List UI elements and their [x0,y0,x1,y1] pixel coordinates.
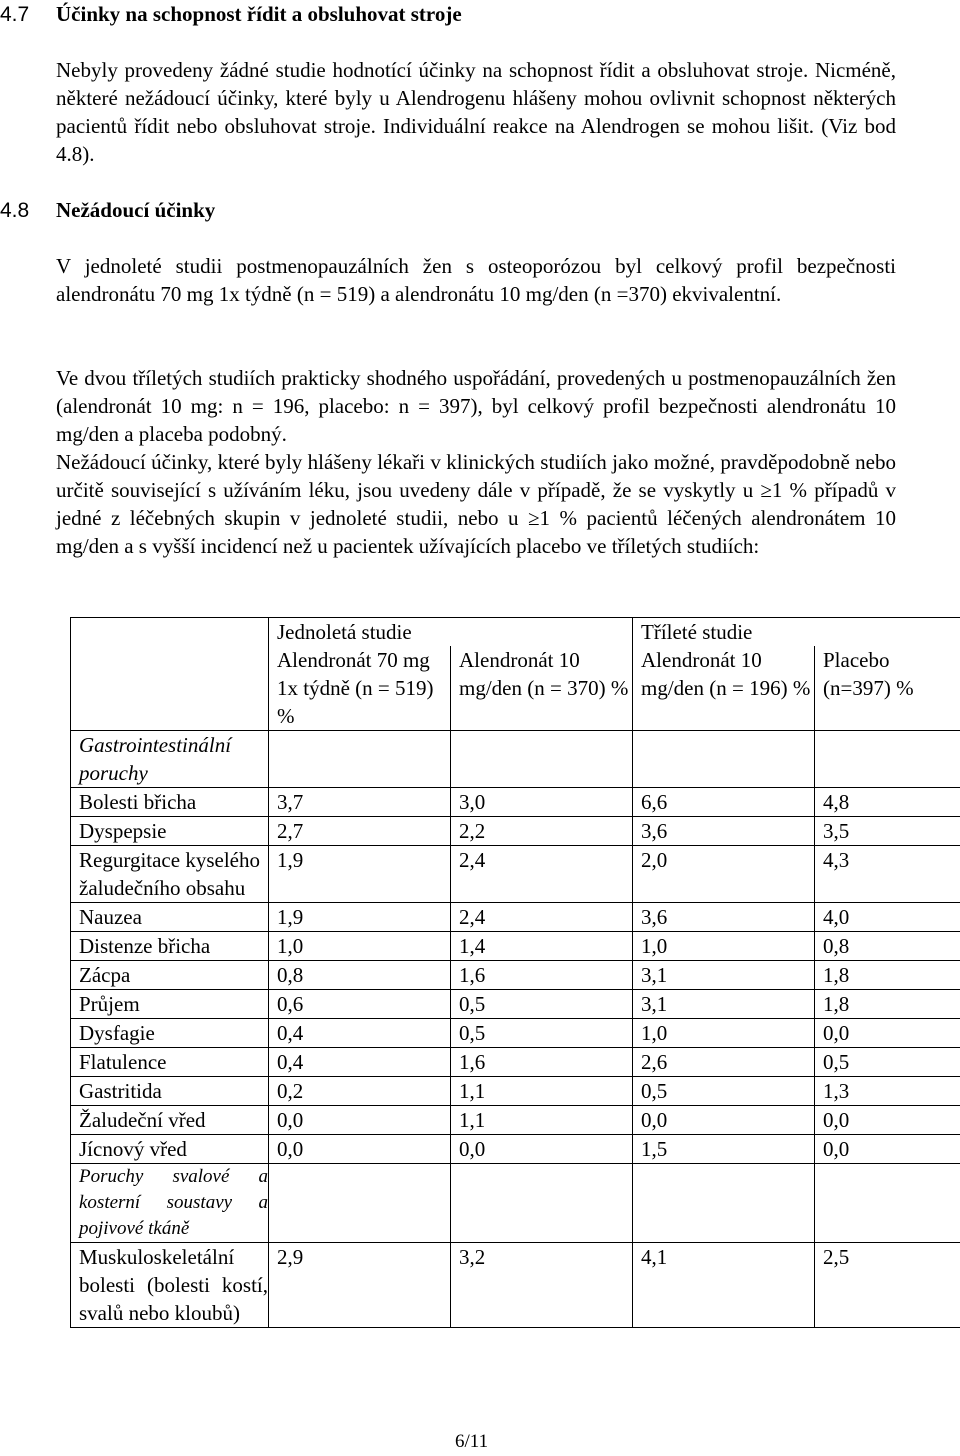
cell-value: 0,0 [815,1106,960,1135]
table-group-header-row [71,618,960,647]
table-row [71,1019,960,1048]
group-three-year: Tříleté studie [633,618,960,647]
cell-value: 1,1 [451,1106,633,1135]
cell-value: 1,8 [815,961,960,990]
cell-value: 3,6 [633,903,815,932]
cell-value: 0,6 [269,990,451,1019]
table-row [71,846,960,903]
table-row [71,1243,960,1328]
table-row [71,1106,960,1135]
row-label: Distenze břicha [71,932,269,961]
table-row [71,990,960,1019]
cell-value: 0,0 [815,1135,960,1164]
cell-value: 1,9 [269,903,451,932]
cell-value: 1,0 [633,1019,815,1048]
row-label: Nauzea [71,903,269,932]
table-row [71,817,960,846]
adverse-events-table [70,617,960,1328]
cell-value: 0,5 [633,1077,815,1106]
table-row [71,1077,960,1106]
column-header: Alendronát 70 mg 1x týdně (n = 519) % [269,646,451,731]
row-label: Průjem [71,990,269,1019]
cell-value: 0,5 [451,990,633,1019]
row-label: Flatulence [71,1048,269,1077]
row-label: Bolesti břicha [71,788,269,817]
section-number: 4.8 [0,197,56,225]
cell-value: 2,9 [269,1243,451,1328]
cell-value: 1,6 [451,961,633,990]
page-number: 6/11 [455,1428,488,1456]
cell-value: 0,0 [815,1019,960,1048]
cell-value: 3,1 [633,961,815,990]
cell-value: 3,7 [269,788,451,817]
cell-value: 0,8 [815,932,960,961]
section-number: 4.7 [0,1,56,29]
row-label: Zácpa [71,961,269,990]
cell-value: 0,8 [269,961,451,990]
table-row [71,961,960,990]
table-row [71,903,960,932]
cell-value: 3,6 [633,817,815,846]
section-4-8-heading [0,196,215,225]
table-row [71,1048,960,1077]
cell-value: 1,3 [815,1077,960,1106]
cell-value: 3,2 [451,1243,633,1328]
cell-value: 0,0 [269,1106,451,1135]
cell-value: 1,0 [633,932,815,961]
cell-value: 2,6 [633,1048,815,1077]
cell-value: 3,0 [451,788,633,817]
section-4-8-paragraph-1: V jednoleté studii postmenopauzálních žen s osteoporózou byl celkový profil bezpečnosti alendronátu 70 mg 1x týdně (n = 519) a alendronátu 10 mg/den (n =370) ekvivalentní. [56,252,896,308]
cell-value: 0,2 [269,1077,451,1106]
cell-value: 1,9 [269,846,451,903]
cell-value: 3,1 [633,990,815,1019]
cell-value: 2,7 [269,817,451,846]
row-label: Regurgitace kyselého žaludečního obsahu [71,846,269,903]
row-label: Muskuloskeletální bolesti (bolesti kostí, svalů nebo kloubů) [71,1243,269,1328]
column-header: Placebo (n=397) % [815,646,960,731]
cell-value: 0,4 [269,1019,451,1048]
section-4-7-text: Nebyly provedeny žádné studie hodnotící účinky na schopnost řídit a obsluhovat stroje. Nicméně, některé nežádoucí účinky, které byly u Alendrogenu hlášeny mohou ovlivnit schopnost některých pacientů řídit nebo obsluhovat stroje. Individuální reakce na Alendrogen se mohou lišit. (Viz bod 4.8). [56,56,896,168]
row-label: Žaludeční vřed [71,1106,269,1135]
cell-value: 2,0 [633,846,815,903]
table-row [71,788,960,817]
column-header: Alendronát 10 mg/den (n = 196) % [633,646,815,731]
row-label: Dyspepsie [71,817,269,846]
cell-value: 0,5 [451,1019,633,1048]
cell-value: 2,2 [451,817,633,846]
section-title: Účinky na schopnost řídit a obsluhovat stroje [56,2,462,26]
section-4-8-paragraph-3: Nežádoucí účinky, které byly hlášeny lékaři v klinických studiích jako možné, pravděpodobně nebo určitě související s užíváním léku, jsou uvedeny dále v případě, že se vyskytly u ≥1 % případů v jedné z léčebných skupin v jednoleté studii, nebo u ≥1 % pacientů léčených alendronátem 10 mg/den a s vyšší incidencí než u pacientek užívajících placebo ve tříletých studiích: [56,448,896,560]
cell-value: 1,4 [451,932,633,961]
cell-value: 0,0 [451,1135,633,1164]
group-one-year: Jednoletá studie [269,618,633,647]
section-title: Nežádoucí účinky [56,198,215,222]
cell-value: 4,1 [633,1243,815,1328]
gastrointestinal-rows [71,788,960,1164]
category-label: Gastrointestinální poruchy [71,731,269,788]
cell-value: 1,8 [815,990,960,1019]
cell-value: 2,5 [815,1243,960,1328]
section-4-7-heading [0,0,462,29]
cell-value: 6,6 [633,788,815,817]
cell-value: 1,1 [451,1077,633,1106]
cell-value: 1,6 [451,1048,633,1077]
cell-value: 4,0 [815,903,960,932]
table-column-header-row [71,646,960,731]
row-label: Jícnový vřed [71,1135,269,1164]
table-row [71,1135,960,1164]
column-header: Alendronát 10 mg/den (n = 370) % [451,646,633,731]
category-row [71,1164,960,1243]
category-row [71,731,960,788]
cell-value: 0,5 [815,1048,960,1077]
table-row [71,932,960,961]
cell-value: 2,4 [451,903,633,932]
cell-value: 1,0 [269,932,451,961]
cell-value: 4,8 [815,788,960,817]
cell-value: 0,0 [269,1135,451,1164]
category-label: Poruchy svalové a kosterní soustavy a pojivové tkáně [71,1164,269,1243]
row-label: Dysfagie [71,1019,269,1048]
cell-value: 3,5 [815,817,960,846]
cell-value: 0,0 [633,1106,815,1135]
row-label: Gastritida [71,1077,269,1106]
section-4-8-paragraph-2: Ve dvou tříletých studiích prakticky shodného uspořádání, provedených u postmenopauzálních žen (alendronát 10 mg: n = 196, placebo: n = 397), byl celkový profil bezpečnosti alendronátu 10 mg/den a placeba podobný. [56,364,896,448]
cell-value: 1,5 [633,1135,815,1164]
cell-value: 0,4 [269,1048,451,1077]
cell-value: 4,3 [815,846,960,903]
cell-value: 2,4 [451,846,633,903]
